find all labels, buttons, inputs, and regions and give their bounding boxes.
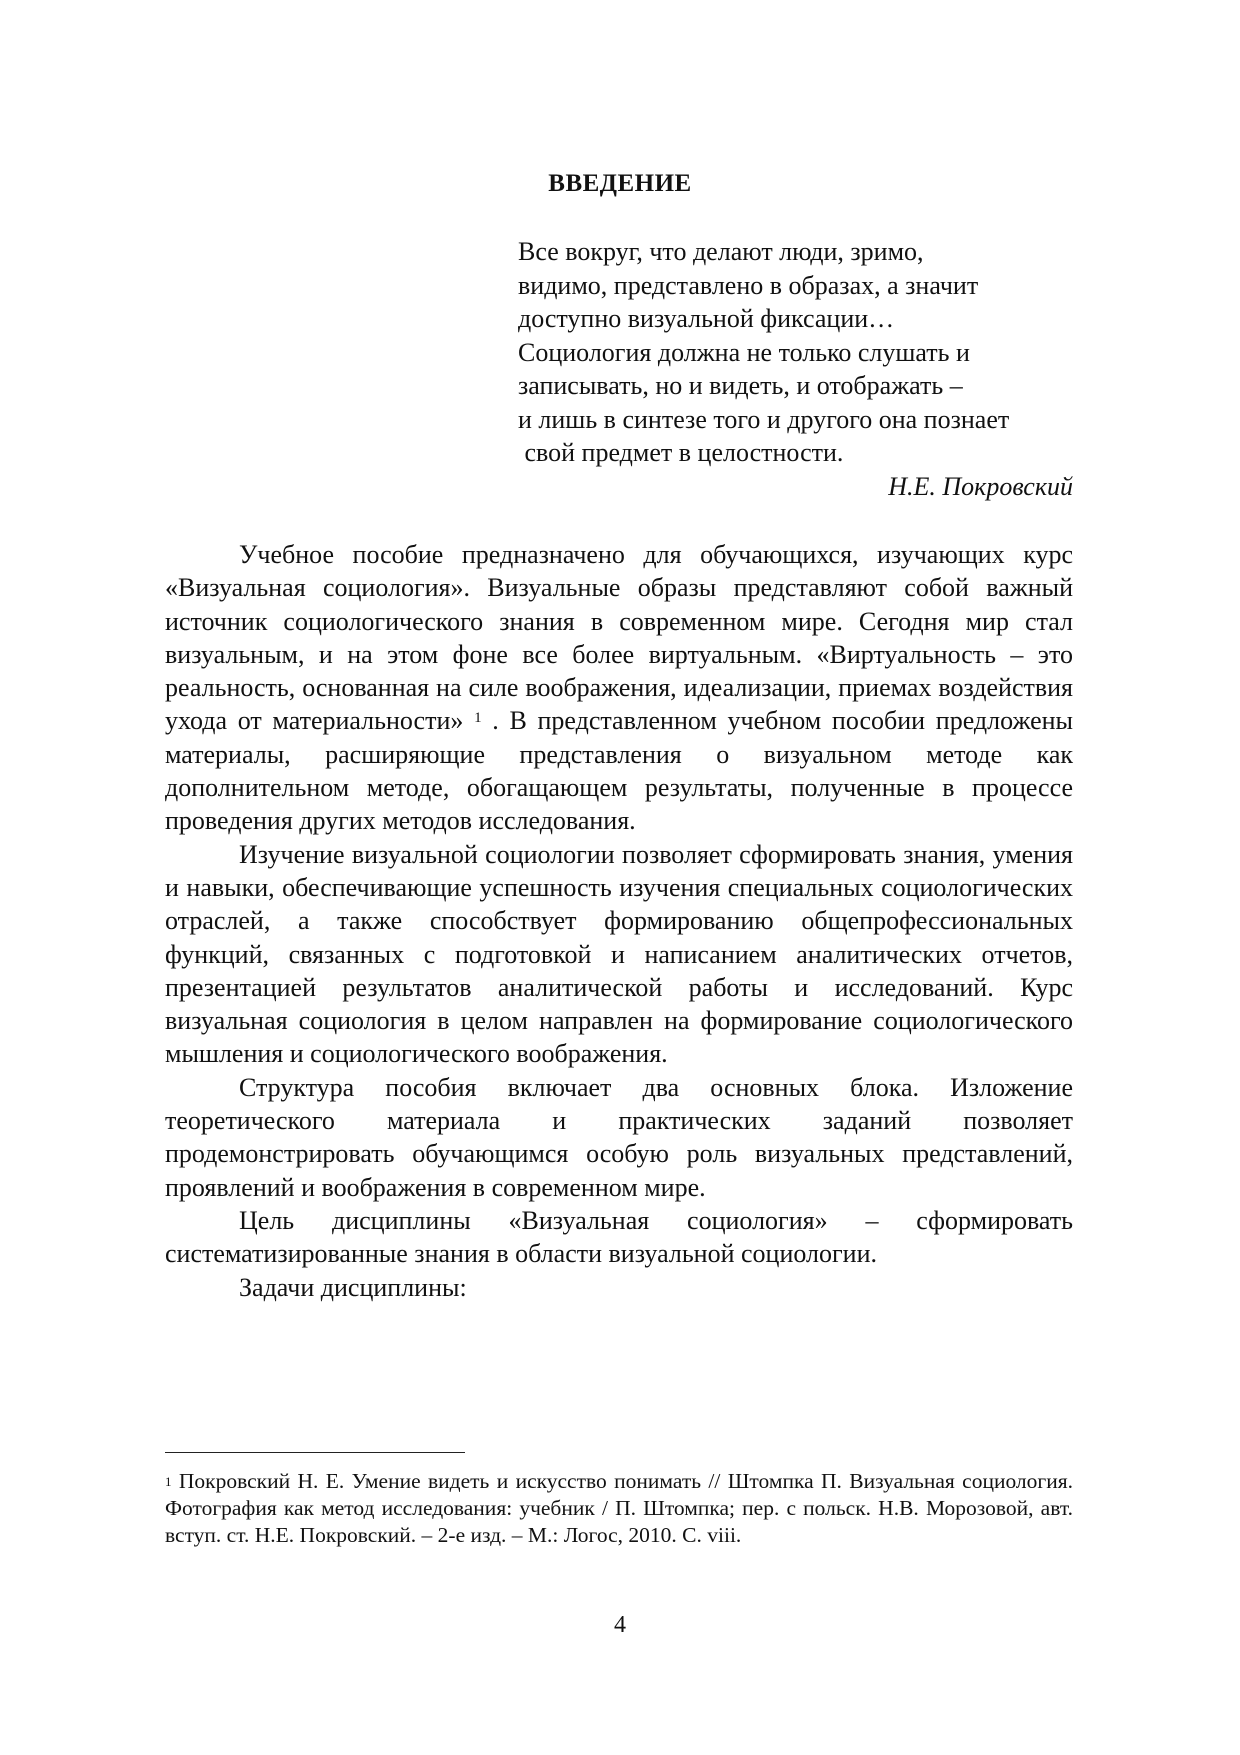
epigraph-line: записывать, но и видеть, и отображать –: [518, 371, 963, 400]
paragraph-purpose-text-continued: . В представленном учебном пособии предложены материалы, расширяющие представления о визуальном методе как дополнительном методе, обогащающем результаты, полученные в процессе проведения других методов исследования.: [165, 706, 1073, 836]
epigraph-line: Социология должна не только слушать и: [518, 337, 970, 367]
epigraph: [518, 235, 1073, 503]
epigraph-author: Н.Е. Покровский: [888, 471, 1073, 501]
epigraph-line: доступно визуальной фиксации…: [518, 304, 895, 333]
epigraph-line: свой предмет в целостности.: [518, 438, 844, 467]
footnote-marker: 1: [165, 1474, 172, 1489]
body-text: [165, 538, 1073, 1304]
epigraph-line: Все вокруг, что делают люди, зримо,: [518, 237, 924, 266]
paragraph-tasks: Задачи дисциплины:: [239, 1272, 467, 1302]
footnote-text: Покровский Н. Е. Умение видеть и искусство понимать // Штомпка П. Визуальная социология. Фотография как метод исследования: учебник / П. Штомпка; пер. с польск. Н.В. Морозовой, авт. вступ. ст. Н.Е. Покровский. – 2-е изд. – М.: Логос, 2010. С. viii.: [165, 1469, 1073, 1547]
section-heading: ВВЕДЕНИЕ: [548, 170, 692, 197]
footnote: [165, 1468, 1073, 1549]
page-number: 4: [614, 1612, 626, 1638]
epigraph-line: видимо, представлено в образах, а значит: [518, 270, 979, 300]
paragraph-purpose-text: Учебное пособие предназначено для обучающихся, изучающих курс «Визуальная социология». Визуальные образы представляют собой важный источник социологического знания в современном мире. Сегодня мир стал визуальным, и на этом фоне все более виртуальным. «Виртуальность – это реальность, основанная на силе воображения, идеализации, приемах воздействия ухода от материальности»: [165, 540, 1073, 736]
epigraph-line: и лишь в синтезе того и другого она познает: [518, 404, 1010, 434]
footnote-divider: [165, 1452, 465, 1453]
paragraph-purpose: [165, 538, 1073, 838]
paragraph-goal: Цель дисциплины «Визуальная социология» – сформировать систематизированные знания в области визуальной социологии.: [165, 1205, 1073, 1269]
paragraph-study: Изучение визуальной социологии позволяет сформировать знания, умения и навыки, обеспечивающие успешность изучения специальных социологических отраслей, а также способствует формированию общепрофессиональных функций, связанных с подготовкой и написанием аналитических отчетов, презентацией результатов аналитической работы и исследований. Курс визуальная социология в целом направлен на формирование социологического мышления и социологического воображения.: [165, 839, 1073, 1069]
paragraph-structure: Структура пособия включает два основных блока. Изложение теоретического материала и практических заданий позволяет продемонстрировать обучающимся особую роль визуальных представлений, проявлений и воображения в современном мире.: [165, 1072, 1073, 1202]
footnote-reference: 1: [474, 710, 482, 727]
